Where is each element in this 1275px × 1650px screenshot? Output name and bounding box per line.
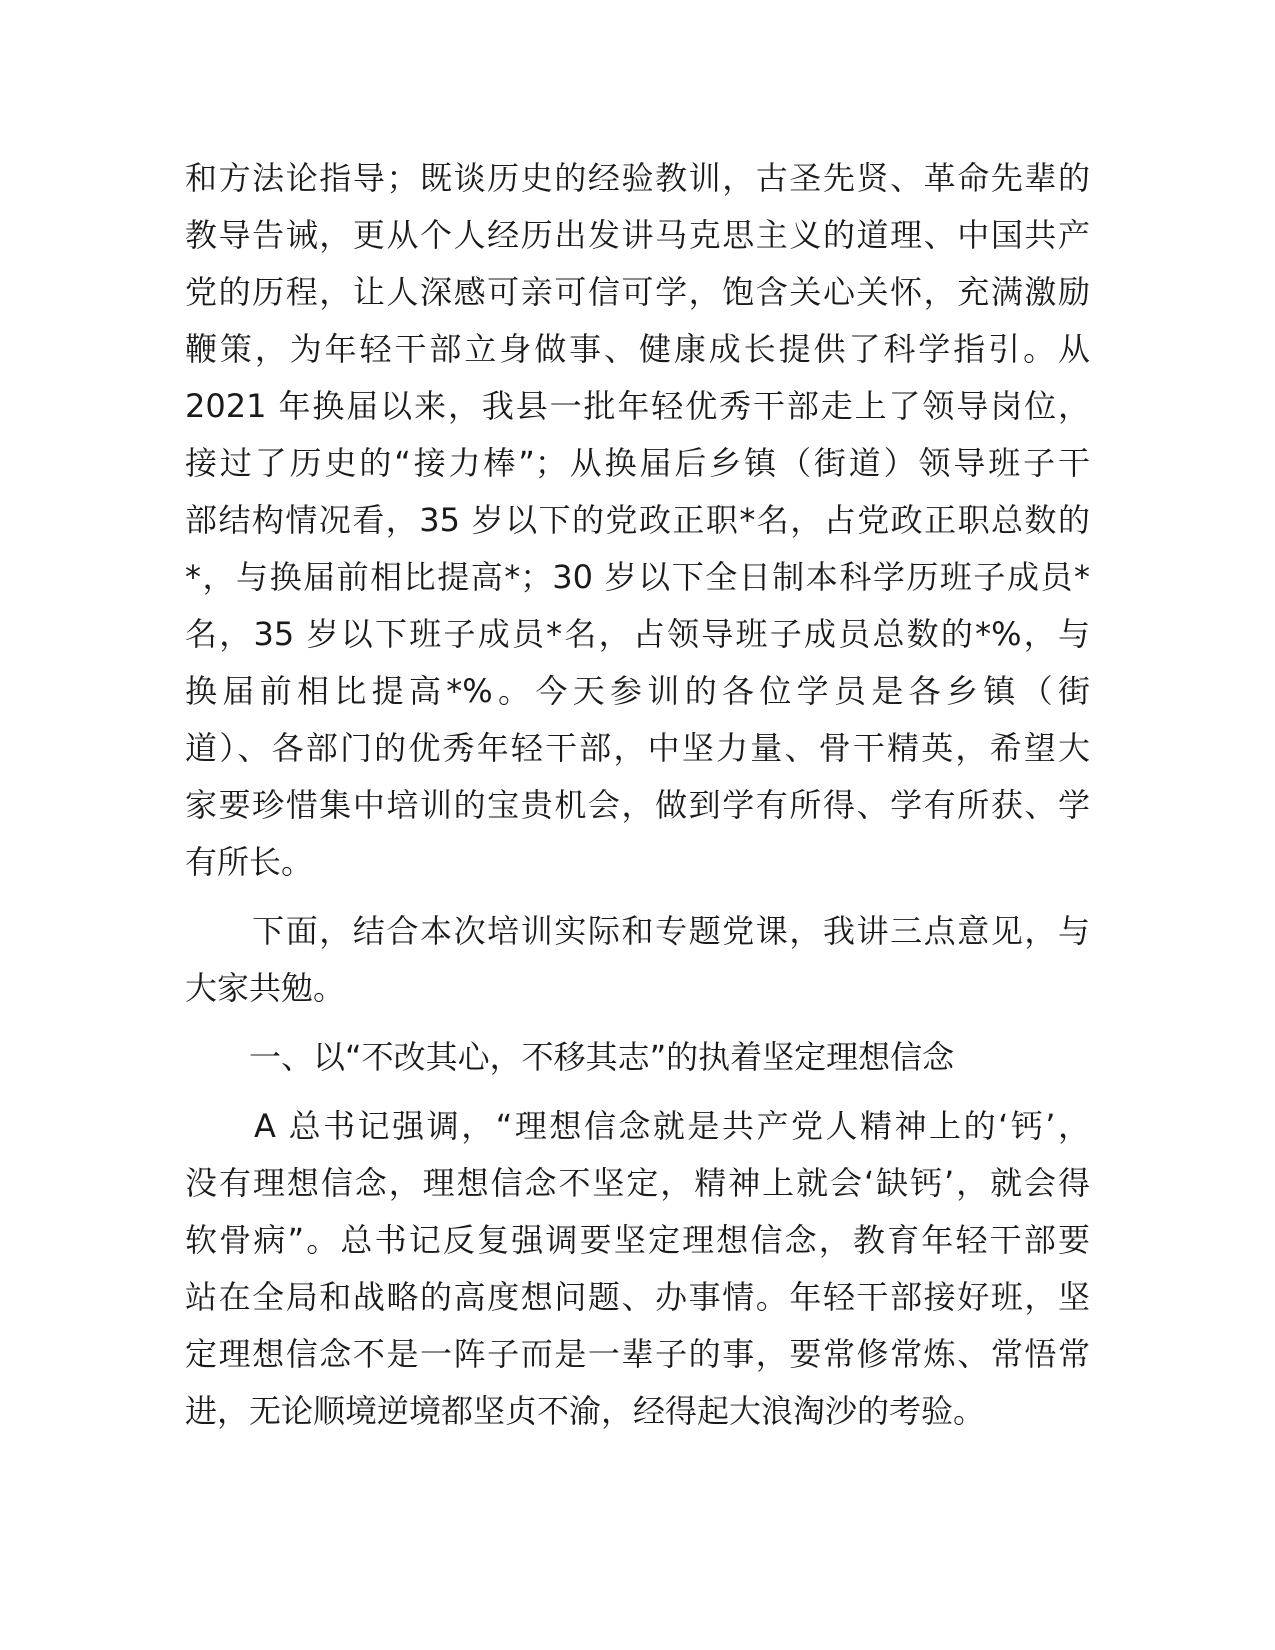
- heading-line: 一、以“不改其心，不移其志”的执着坚定理想信念: [185, 1038, 955, 1076]
- text-line: 道）、各部门的优秀年轻干部，中坚力量、骨干精英，希望大: [185, 729, 1090, 767]
- text-line: A 总书记强调，“理想信念就是共产党人精神上的‘钙’，: [185, 1107, 1090, 1145]
- text-line: 定理想信念不是一阵子而是一辈子的事，要常修常炼、常悟常: [185, 1335, 1090, 1373]
- text-line: *，与换届前相比提高*；30 岁以下全日制本科学历班子成员*: [185, 558, 1090, 596]
- section-heading: [185, 1029, 1090, 1086]
- text-line: 部结构情况看，35 岁以下的党政正职*名，占党政正职总数的: [185, 501, 1090, 539]
- text-line: 大家共勉。: [185, 969, 346, 1007]
- text-line: 站在全局和战略的高度想问题、办事情。年轻干部接好班，坚: [185, 1278, 1090, 1316]
- text-line: 2021 年换届以来，我县一批年轻优秀干部走上了领导岗位，: [185, 387, 1090, 425]
- text-line: 家要珍惜集中培训的宝贵机会，做到学有所得、学有所获、学: [185, 786, 1090, 824]
- text-line: 没有理想信念，理想信念不坚定，精神上就会‘缺钙’，就会得: [185, 1164, 1090, 1202]
- text-line: 接过了历史的“接力棒”；从换届后乡镇（街道）领导班子干: [185, 444, 1090, 482]
- text-line: 教导告诫，更从个人经历出发讲马克思主义的道理、中国共产: [185, 216, 1090, 254]
- text-line: 名，35 岁以下班子成员*名，占领导班子成员总数的*%，与: [185, 615, 1090, 653]
- text-line: 换届前相比提高*%。今天参训的各位学员是各乡镇（街: [185, 672, 1090, 710]
- text-line: 和方法论指导；既谈历史的经验教训，古圣先贤、革命先辈的: [185, 159, 1090, 197]
- text-line: 进，无论顺境逆境都坚贞不渝，经得起大浪淘沙的考验。: [185, 1392, 986, 1430]
- paragraph-2: [185, 903, 1090, 1017]
- text-line: 鞭策，为年轻干部立身做事、健康成长提供了科学指引。从: [185, 330, 1090, 368]
- paragraph-4: [185, 1098, 1090, 1440]
- text-line: 下面，结合本次培训实际和专题党课，我讲三点意见，与: [185, 912, 1090, 950]
- text-line: 党的历程，让人深感可亲可信可学，饱含关心关怀，充满激励: [185, 273, 1090, 311]
- paragraph-1: [185, 150, 1090, 891]
- text-line: 有所长。: [185, 843, 314, 881]
- text-line: 软骨病”。总书记反复强调要坚定理想信念，教育年轻干部要: [185, 1221, 1090, 1259]
- document-body: [185, 150, 1090, 1440]
